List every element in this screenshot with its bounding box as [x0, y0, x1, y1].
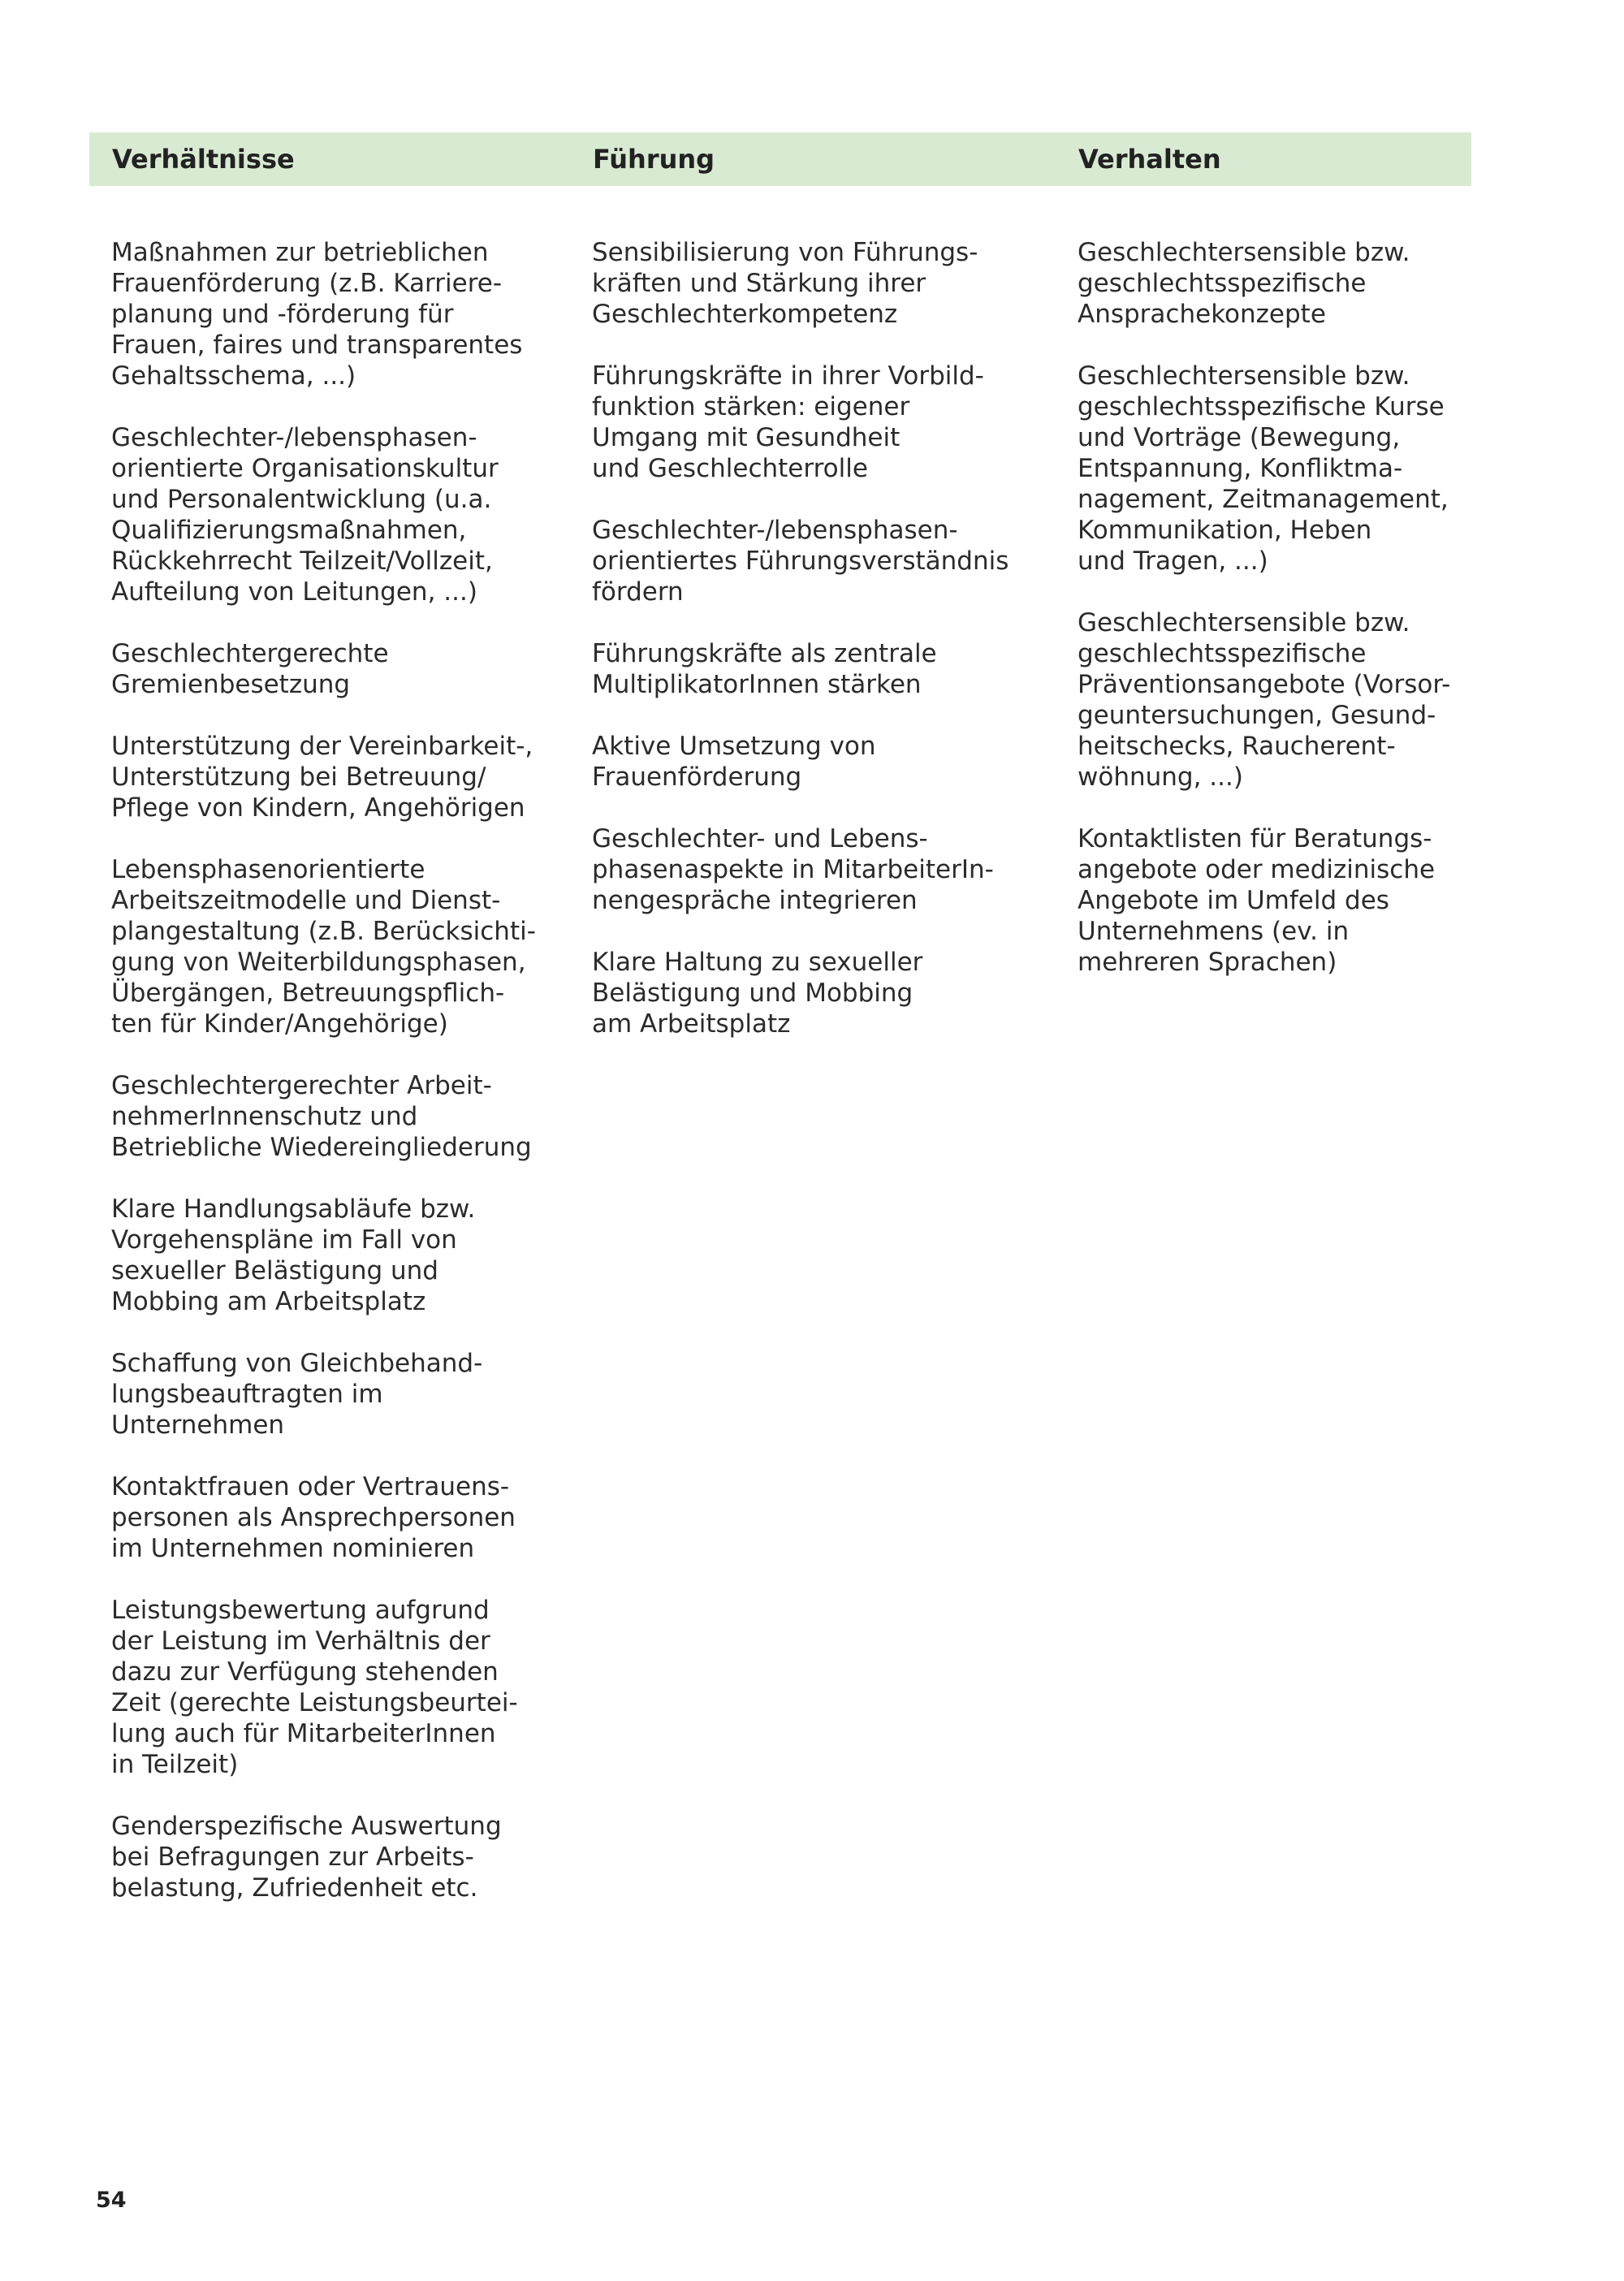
list-item: Geschlechter-/lebensphasen- orientiertes Führungsverständnis fördern [592, 516, 1009, 607]
column-fuehrung [592, 237, 1009, 1070]
table-header [89, 132, 1471, 186]
list-item: Klare Haltung zu sexueller Belästigung und Mobbing am Arbeitsplatz [592, 948, 923, 1039]
list-item: Geschlechter-/lebensphasen- orientierte Organisationskultur und Personalentwicklung (u.a. Qualifizierungsmaßnahmen, Rückkehrrecht Teilzeit/Vollzeit, Aufteilung von Leitungen, ...) [111, 423, 499, 607]
list-item: Leistungsbewertung aufgrund der Leistung im Verhältnis der dazu zur Verfügung stehenden Zeit (gerechte Leistungsbeurtei- lung auch für MitarbeiterInnen in Teilzeit) [111, 1596, 518, 1779]
column-header-verhalten: Verhalten [1078, 144, 1221, 175]
column-header-verhaeltnisse: Verhältnisse [112, 144, 295, 175]
list-item: Maßnahmen zur betrieblichen Frauenförderung (z.B. Karriere- planung und -förderung für Frauen, faires und transparentes Gehaltsschema, ...) [111, 238, 523, 391]
list-item: Genderspezifische Auswertung bei Befragungen zur Arbeits- belastung, Zufriedenheit etc. [111, 1812, 502, 1903]
list-item: Geschlechtergerechte Gremienbesetzung [111, 639, 389, 699]
list-item: Kontaktlisten für Beratungs- angebote oder medizinische Angebote im Umfeld des Unternehmens (ev. in mehreren Sprachen) [1078, 824, 1436, 977]
list-item: Sensibilisierung von Führungs- kräften und Stärkung ihrer Geschlechterkompetenz [592, 238, 978, 329]
list-item: Lebensphasenorientierte Arbeitszeitmodelle und Dienst- plangestaltung (z.B. Berücksichti- gung von Weiterbildungsphasen, Übergängen, Betreuungspflich- ten für Kinder/Angehörige) [111, 855, 536, 1039]
list-item: Geschlechtersensible bzw. geschlechtsspezifische Kurse und Vorträge (Bewegung, Entspannung, Konfliktma- nagement, Zeitmanagement, Kommunikation, Heben und Tragen, ...) [1078, 361, 1449, 576]
column-header-fuehrung: Führung [593, 144, 715, 175]
list-item: Geschlechtersensible bzw. geschlechtsspezifische Präventionsangebote (Vorsor- geuntersuchungen, Gesund- heitschecks, Raucherent- wöhnung, ...) [1078, 608, 1451, 792]
list-item: Unterstützung der Vereinbarkeit-, Unterstützung bei Betreuung/ Pflege von Kindern, Angehörigen [111, 732, 533, 823]
list-item: Kontaktfrauen oder Vertrauens- personen als Ansprechpersonen im Unternehmen nominieren [111, 1472, 516, 1563]
column-verhalten [1078, 237, 1450, 1009]
list-item: Klare Handlungsabläufe bzw. Vorgehenspläne im Fall von sexueller Belästigung und Mobbing am Arbeitsplatz [111, 1195, 476, 1316]
list-item: Schaffung von Gleichbehand- lungsbeauftragten im Unternehmen [111, 1349, 483, 1440]
page-number: 54 [96, 2188, 127, 2213]
list-item: Geschlechter- und Lebens- phasenaspekte in MitarbeiterIn- nengespräche integrieren [592, 824, 994, 915]
list-item: Führungskräfte als zentrale MultiplikatorInnen stärken [592, 639, 937, 699]
list-item: Aktive Umsetzung von Frauenförderung [592, 732, 876, 792]
list-item: Geschlechtergerechter Arbeit- nehmerInnenschutz und Betriebliche Wiedereingliederung [111, 1071, 532, 1162]
list-item: Führungskräfte in ihrer Vorbild- funktion stärken: eigener Umgang mit Gesundheit und Geschlechterrolle [592, 361, 984, 483]
list-item: Geschlechtersensible bzw. geschlechtsspezifische Ansprachekonzepte [1078, 238, 1410, 329]
column-verhaeltnisse [111, 237, 536, 1934]
